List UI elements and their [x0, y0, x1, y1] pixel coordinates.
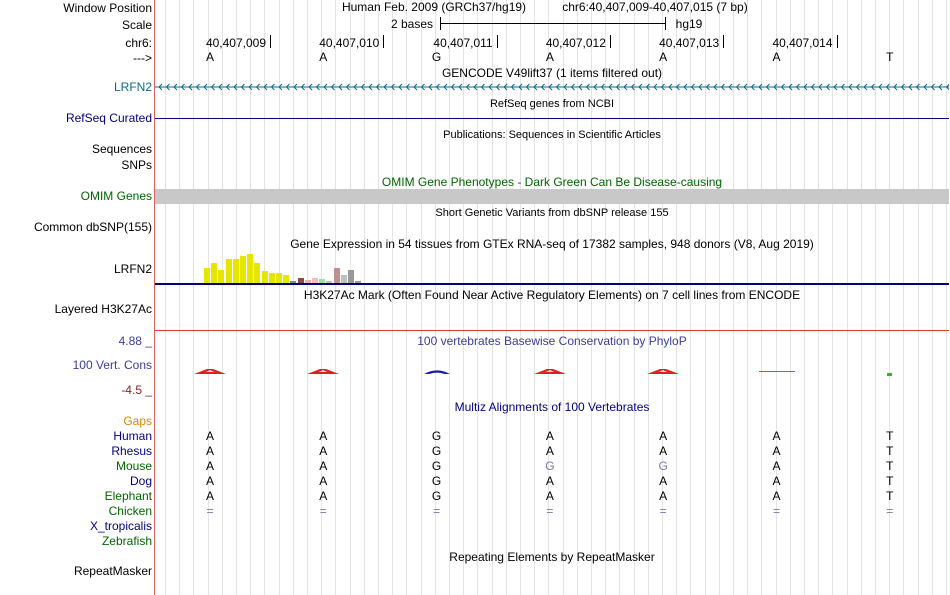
h3k27ac-signal-line [155, 330, 949, 331]
alignment-base: A [659, 429, 668, 443]
gtex-tissue-bar[interactable] [211, 263, 217, 283]
phylop-base-glyph [417, 366, 457, 374]
label-omim-genes[interactable]: OMIM Genes [80, 189, 152, 203]
label-lrfn2-gtex[interactable]: LRFN2 [113, 262, 152, 276]
scale-db: hg19 [675, 17, 703, 31]
alignment-base: = [772, 504, 780, 518]
alignment-base: T [886, 474, 894, 488]
alignment-base: G [431, 474, 442, 488]
alignment-base: A [205, 489, 214, 503]
label-chr: chr6: [125, 36, 152, 50]
reference-base: G [431, 50, 442, 64]
alignment-base: G [431, 489, 442, 503]
publications-track-title: Publications: Sequences in Scientific Articles [443, 129, 661, 141]
species-label[interactable]: Dog [129, 474, 152, 488]
alignment-base: A [319, 459, 328, 473]
alignment-base: A [772, 459, 781, 473]
ruler-label: 40,407,014 [772, 36, 833, 50]
alignment-base: A [319, 429, 328, 443]
ruler-label: 40,407,010 [319, 36, 380, 50]
phylop-score-line [759, 371, 795, 372]
ruler-label: 40,407,009 [205, 36, 266, 50]
alignment-base: A [659, 474, 668, 488]
dbsnp-track-title: Short Genetic Variants from dbSNP release 155 [435, 207, 669, 219]
label-phylop-max: 4.88 _ [118, 334, 152, 348]
refseq-gene-line[interactable] [155, 118, 949, 119]
species-label[interactable]: Mouse [115, 459, 152, 473]
alignment-base: T [886, 429, 894, 443]
label-snps[interactable]: SNPs [121, 158, 152, 172]
gtex-track-title: Gene Expression in 54 tissues from GTEx RNA-seq of 17382 samples, 948 donors (V8, Aug 2019) [290, 237, 814, 251]
phylop-score-mark [887, 373, 892, 376]
gtex-tissue-bar[interactable] [341, 275, 347, 283]
phylop-base-glyph [190, 366, 230, 374]
reference-base: A [205, 50, 214, 64]
label-lrfn2-gene[interactable]: LRFN2 [113, 80, 152, 94]
ruler-tick [723, 35, 724, 48]
label-phylop-min: -4.5 _ [121, 383, 152, 397]
alignment-base: G [545, 459, 555, 473]
species-label[interactable]: Human [113, 429, 152, 443]
gencode-gene-lrfn2[interactable] [155, 80, 949, 94]
label-100-vert-cons[interactable]: 100 Vert. Cons [72, 358, 152, 372]
alignment-base: T [886, 489, 894, 503]
label-repeatmasker[interactable]: RepeatMasker [73, 564, 152, 578]
gtex-tissue-bar[interactable] [247, 254, 253, 283]
alignment-base: A [772, 444, 781, 458]
alignment-base: A [205, 444, 214, 458]
alignment-base: A [545, 444, 554, 458]
gencode-track-title: GENCODE V49lift37 (1 items filtered out) [441, 66, 663, 80]
label-window-position: Window Position [63, 1, 152, 15]
repeatmasker-track-title: Repeating Elements by RepeatMasker [449, 550, 655, 564]
gtex-tissue-bar[interactable] [334, 268, 340, 283]
alignment-base: A [545, 489, 554, 503]
alignment-base: A [319, 444, 328, 458]
refseq-track-title: RefSeq genes from NCBI [489, 98, 615, 110]
alignment-base: G [658, 459, 668, 473]
alignment-base: = [546, 504, 554, 518]
reference-base: A [772, 50, 781, 64]
alignment-base: A [772, 429, 781, 443]
scale-bar-right-tick [665, 17, 666, 30]
alignment-base: A [772, 489, 781, 503]
gtex-tissue-bar[interactable] [240, 256, 246, 283]
scale-bar-left-tick [440, 17, 441, 30]
phylop-base-glyph [530, 366, 570, 374]
alignment-base: A [545, 429, 554, 443]
gtex-baseline [155, 283, 949, 285]
multiz-track-title: Multiz Alignments of 100 Vertebrates [454, 400, 650, 414]
alignment-base: A [205, 459, 214, 473]
position-title: chr6:40,407,009-40,407,015 (7 bp) [562, 0, 748, 14]
ruler-tick [610, 35, 611, 48]
gtex-tissue-bar[interactable] [348, 270, 354, 283]
alignment-base: = [319, 504, 327, 518]
species-label[interactable]: Rhesus [111, 444, 152, 458]
alignment-base: A [545, 474, 554, 488]
phylop-base-glyph [643, 366, 683, 374]
alignment-base: = [659, 504, 667, 518]
alignment-base: = [433, 504, 441, 518]
gtex-tissue-bar[interactable] [262, 271, 268, 283]
ruler-label: 40,407,013 [659, 36, 720, 50]
label-layered-h3k27ac[interactable]: Layered H3K27Ac [54, 302, 152, 316]
alignment-base: = [886, 504, 894, 518]
h3k27ac-track-title: H3K27Ac Mark (Often Found Near Active Regulatory Elements) on 7 cell lines from ENCODE [303, 288, 801, 302]
reference-base: T [886, 50, 894, 64]
label-refseq-curated[interactable]: RefSeq Curated [65, 111, 152, 125]
ruler-tick [383, 35, 384, 48]
gtex-tissue-bar[interactable] [204, 268, 210, 283]
ruler-tick [837, 35, 838, 48]
label-common-dbsnp[interactable]: Common dbSNP(155) [33, 220, 152, 234]
alignment-base: A [205, 429, 214, 443]
ruler-tick [270, 35, 271, 48]
phylop-track-title: 100 vertebrates Basewise Conservation by PhyloP [417, 334, 687, 348]
gtex-tissue-bar[interactable] [283, 275, 289, 283]
alignment-base: = [206, 504, 214, 518]
ruler-tick [497, 35, 498, 48]
omim-gene-bar[interactable] [155, 189, 949, 204]
species-label[interactable]: Elephant [104, 489, 152, 503]
alignment-base: G [431, 459, 442, 473]
alignment-base: A [772, 474, 781, 488]
alignment-base: A [659, 489, 668, 503]
gtex-tissue-bar[interactable] [254, 263, 260, 283]
species-label[interactable]: Chicken [108, 504, 152, 518]
gtex-tissue-bar[interactable] [276, 273, 282, 283]
ruler-label: 40,407,011 [433, 36, 493, 50]
label-scale: Scale [121, 18, 152, 32]
alignment-base: T [886, 444, 894, 458]
gencode-gene-arrows [155, 80, 949, 94]
alignment-base: G [431, 429, 442, 443]
gtex-tissue-bar[interactable] [269, 273, 275, 283]
scale-bar [440, 23, 666, 24]
label-gaps[interactable]: Gaps [123, 414, 152, 428]
gtex-tissue-bar[interactable] [233, 259, 239, 283]
reference-base: A [319, 50, 328, 64]
species-label[interactable]: Zebrafish [101, 534, 152, 548]
species-label[interactable]: X_tropicalis [89, 519, 152, 533]
alignment-base: A [319, 474, 328, 488]
alignment-base: T [886, 459, 894, 473]
alignment-base: A [659, 444, 668, 458]
alignment-base: A [205, 474, 214, 488]
alignment-base: A [319, 489, 328, 503]
reference-base: A [659, 50, 668, 64]
ruler-label: 40,407,012 [545, 36, 606, 50]
gtex-tissue-bar[interactable] [218, 270, 224, 283]
gtex-tissue-bar[interactable] [226, 259, 232, 283]
scale-text: 2 bases [390, 17, 434, 31]
label-sequences[interactable]: Sequences [91, 142, 152, 156]
alignment-base: G [431, 444, 442, 458]
phylop-base-glyph [303, 366, 343, 374]
label-strand: ---> [133, 51, 152, 65]
reference-base: A [545, 50, 554, 64]
assembly-title: Human Feb. 2009 (GRCh37/hg19) [341, 0, 527, 14]
omim-track-title: OMIM Gene Phenotypes - Dark Green Can Be Disease-causing [381, 175, 723, 189]
